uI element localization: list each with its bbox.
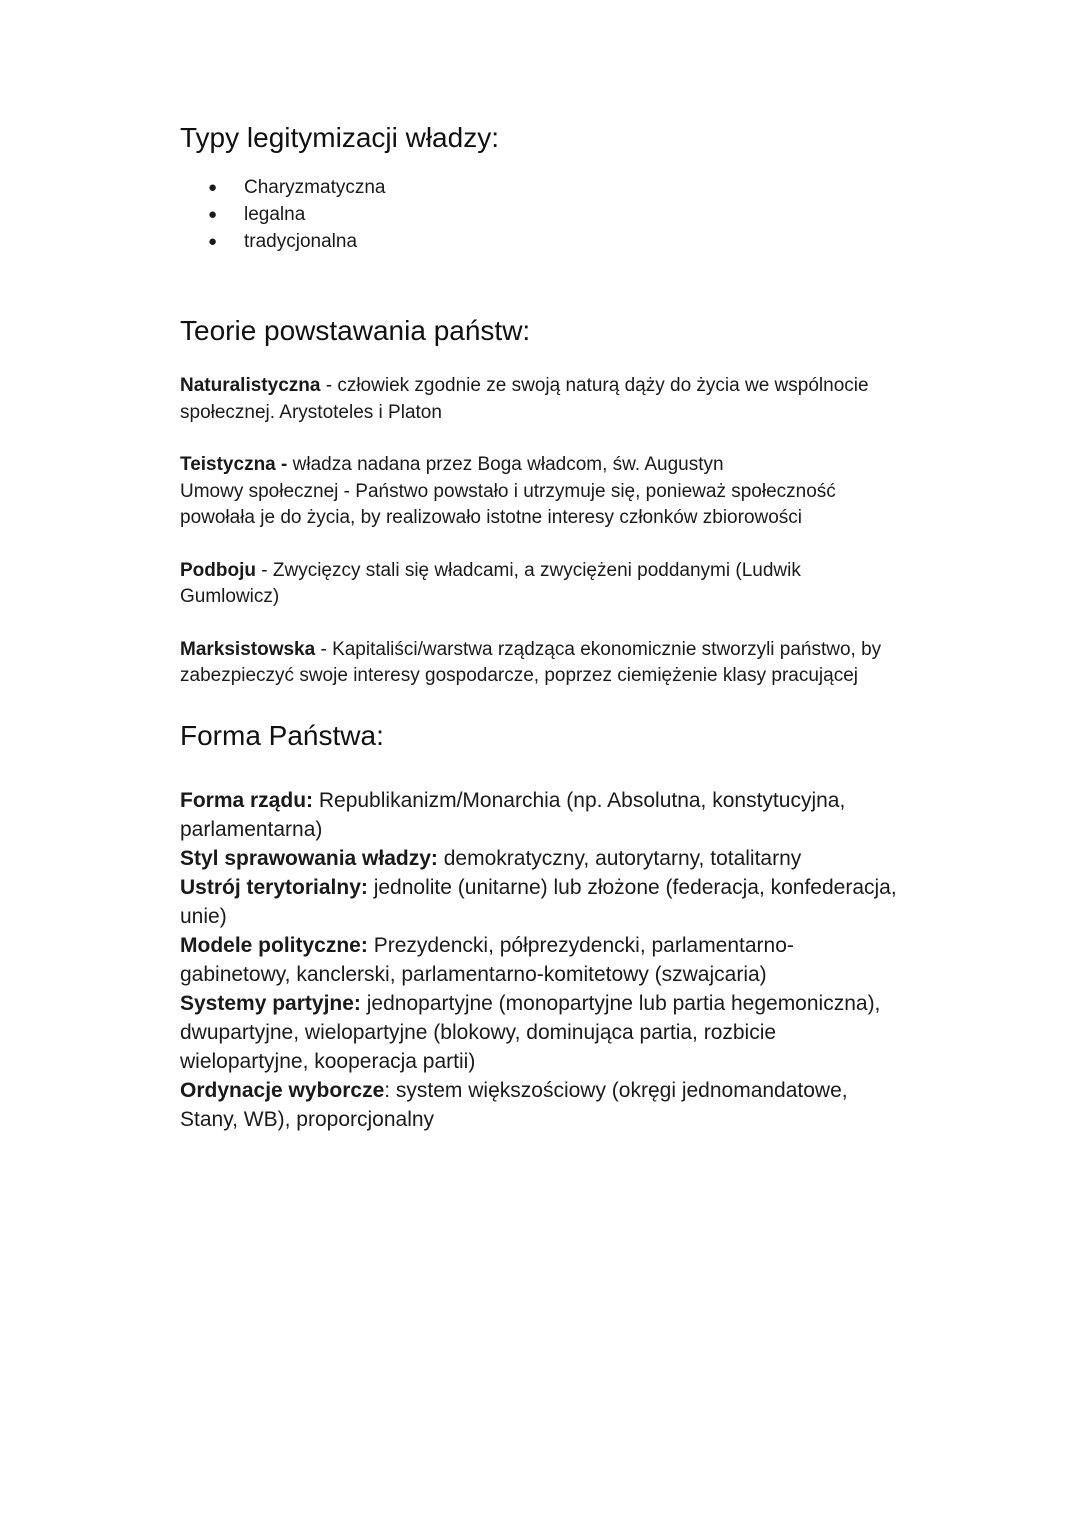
- definition: demokratyczny, autorytarny, totalitarny: [437, 846, 802, 870]
- term: Marksistowska: [180, 638, 316, 660]
- term: Ordynacje wyborcze: [180, 1078, 385, 1102]
- definition: jednopartyjne (monopartyjne lub partia hegemoniczna), dwupartyjne, wielopartyjne (blokowy, dominująca partia, rozbicie wielopartyjne, kooperacja partii): [180, 991, 881, 1073]
- list-item: [208, 201, 900, 228]
- paragraph-naturalistyczna: [180, 373, 900, 426]
- list-item-text: legalna: [244, 204, 306, 225]
- list-item-text: tradycjonalna: [244, 231, 358, 252]
- term: Teistyczna -: [180, 454, 293, 475]
- bullet-list: [180, 174, 900, 255]
- forma-rzadu: [180, 786, 900, 844]
- section-title-teorie: Teorie powstawania państw:: [180, 315, 531, 346]
- definition: - człowiek zgodnie ze swoją naturą dąży do życia we wspólnocie społecznej. Arystoteles i Platon: [180, 375, 869, 423]
- section-title-legitymizacja: Typy legitymizacji władzy:: [180, 122, 499, 153]
- paragraph-umowy-spolecznej: [180, 479, 900, 532]
- systemy-partyjne: [180, 989, 900, 1076]
- list-item-text: Charyzmatyczna: [244, 177, 386, 198]
- list-item: [208, 228, 900, 255]
- term: Ustrój terytorialny:: [180, 875, 368, 899]
- definition: - Kapitaliści/warstwa rządząca ekonomicznie stworzyli państwo, by zabezpieczyć swoje interesy gospodarcze, poprzez ciemiężenie klasy pracującej: [180, 638, 882, 686]
- definition: - Zwycięzcy stali się władcami, a zwyciężeni poddanymi (Ludwik Gumlowicz): [180, 559, 801, 607]
- definition: : system większościowy (okręgi jednomandatowe, Stany, WB), proporcjonalny: [180, 1078, 848, 1131]
- section-forma-panstwa: [180, 716, 900, 1134]
- term: Modele polityczne:: [180, 933, 368, 957]
- section-title-forma: Forma Państwa:: [180, 719, 384, 751]
- definition: Prezydencki, półprezydencki, parlamentarno-gabinetowy, kanclerski, parlamentarno-komitetowy (szwajcaria): [180, 933, 794, 986]
- bullet-icon: ●: [208, 206, 218, 223]
- term: Systemy partyjne:: [180, 991, 361, 1015]
- paragraph-teistyczna: [180, 452, 900, 479]
- section-teorie: [180, 311, 900, 690]
- bullet-icon: ●: [208, 233, 218, 250]
- styl-sprawowania-wladzy: [180, 844, 900, 873]
- paragraph-marksistowska: [180, 637, 900, 690]
- term: Styl sprawowania władzy:: [180, 846, 438, 870]
- ustroj-terytorialny: [180, 873, 900, 931]
- bullet-icon: ●: [208, 179, 218, 196]
- document-page: [180, 118, 900, 1134]
- modele-polityczne: [180, 931, 900, 989]
- section-legitymizacja: [180, 118, 900, 255]
- definition: jednolite (unitarne) lub złożone (federacja, konfederacja, unie): [180, 875, 897, 928]
- definition: władza nadana przez Boga władcom, św. Augustyn: [292, 454, 724, 475]
- definition: Umowy społecznej - Państwo powstało i utrzymuje się, ponieważ społeczność powołała je do życia, by realizowało istotne interesy członków zbiorowości: [180, 480, 836, 528]
- term: Forma rządu:: [180, 788, 314, 812]
- list-item: [208, 174, 900, 201]
- term: Podboju: [180, 559, 256, 581]
- definition: Republikanizm/Monarchia (np. Absolutna, konstytucyjna, parlamentarna): [180, 788, 846, 841]
- paragraph-podboju: [180, 558, 900, 611]
- term: Naturalistyczna: [180, 375, 321, 396]
- ordynacje-wyborcze: [180, 1076, 900, 1134]
